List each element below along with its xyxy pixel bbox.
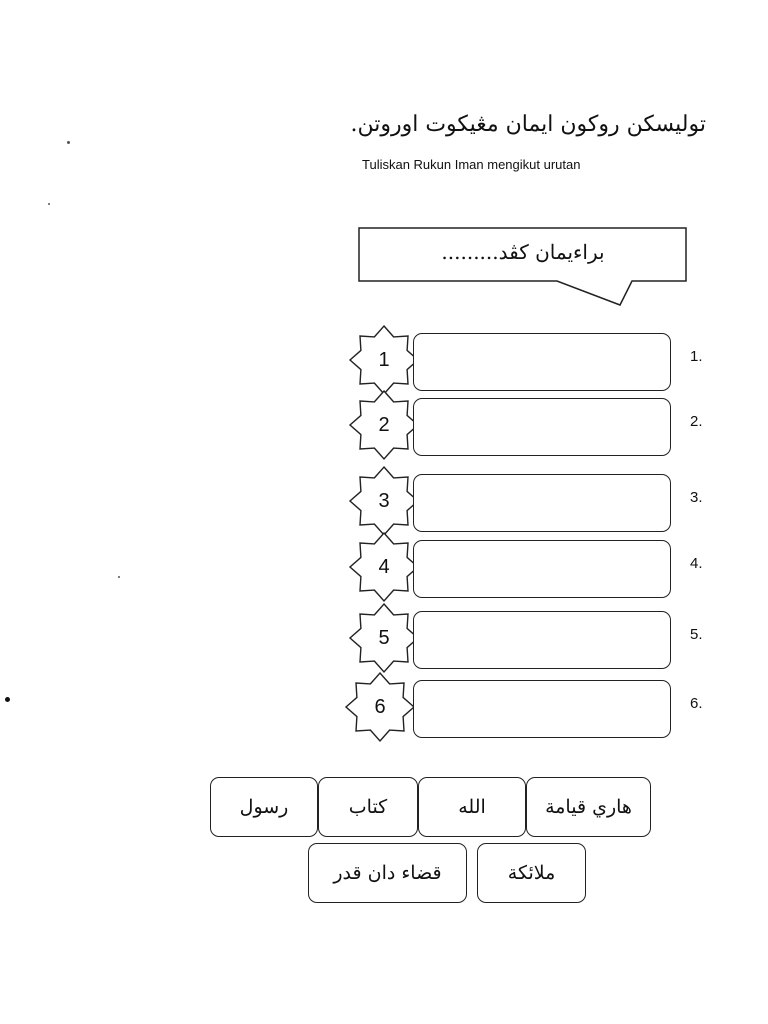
answer-box-2[interactable] [413, 398, 671, 456]
row-number: 5. [690, 626, 703, 643]
row-number: 6. [690, 695, 703, 712]
answer-box-5[interactable] [413, 611, 671, 669]
answer-box-3[interactable] [413, 474, 671, 532]
scan-speck [67, 141, 70, 144]
speech-bubble-text: براءيمان كڤد......... [441, 240, 605, 264]
speech-bubble [0, 0, 768, 320]
row-number: 4. [690, 555, 703, 572]
word-card-malaikat[interactable]: ملائكة [477, 843, 586, 903]
worksheet-title-latin: Tuliskan Rukun Iman mengikut urutan [362, 157, 581, 172]
scan-speck [48, 203, 50, 205]
scan-speck [118, 576, 120, 578]
star-icon [348, 324, 420, 396]
answer-row [340, 671, 720, 741]
answer-row [340, 389, 720, 459]
answer-box-4[interactable] [413, 540, 671, 598]
star-number: 5 [378, 627, 390, 649]
row-number: 1. [690, 348, 703, 365]
answer-row [340, 602, 720, 672]
worksheet-title-jawi: توليسكن روكون ايمان مڠيكوت اوروتن. [350, 112, 706, 137]
answer-box-1[interactable] [413, 333, 671, 391]
star-number: 2 [378, 414, 390, 436]
star-number: 6 [374, 696, 386, 718]
star-number: 3 [378, 490, 390, 512]
star-icon [348, 602, 420, 674]
row-number: 3. [690, 489, 703, 506]
star-icon [348, 465, 420, 537]
star-number: 4 [378, 556, 390, 578]
answer-box-6[interactable] [413, 680, 671, 738]
word-card-qada-qadar[interactable]: قضاء دان قدر [308, 843, 467, 903]
star-icon [348, 531, 420, 603]
word-card-kitab[interactable]: كتاب [318, 777, 418, 837]
word-card-rasul[interactable]: رسول [210, 777, 318, 837]
row-number: 2. [690, 413, 703, 430]
answer-row [340, 465, 720, 535]
star-icon [344, 671, 416, 743]
scan-speck [5, 697, 10, 702]
answer-row [340, 324, 720, 394]
word-card-allah[interactable]: الله [418, 777, 526, 837]
star-number: 1 [378, 349, 390, 371]
star-icon [348, 389, 420, 461]
answer-row [340, 531, 720, 601]
word-card-hari-kiamat[interactable]: هاري قيامة [526, 777, 651, 837]
